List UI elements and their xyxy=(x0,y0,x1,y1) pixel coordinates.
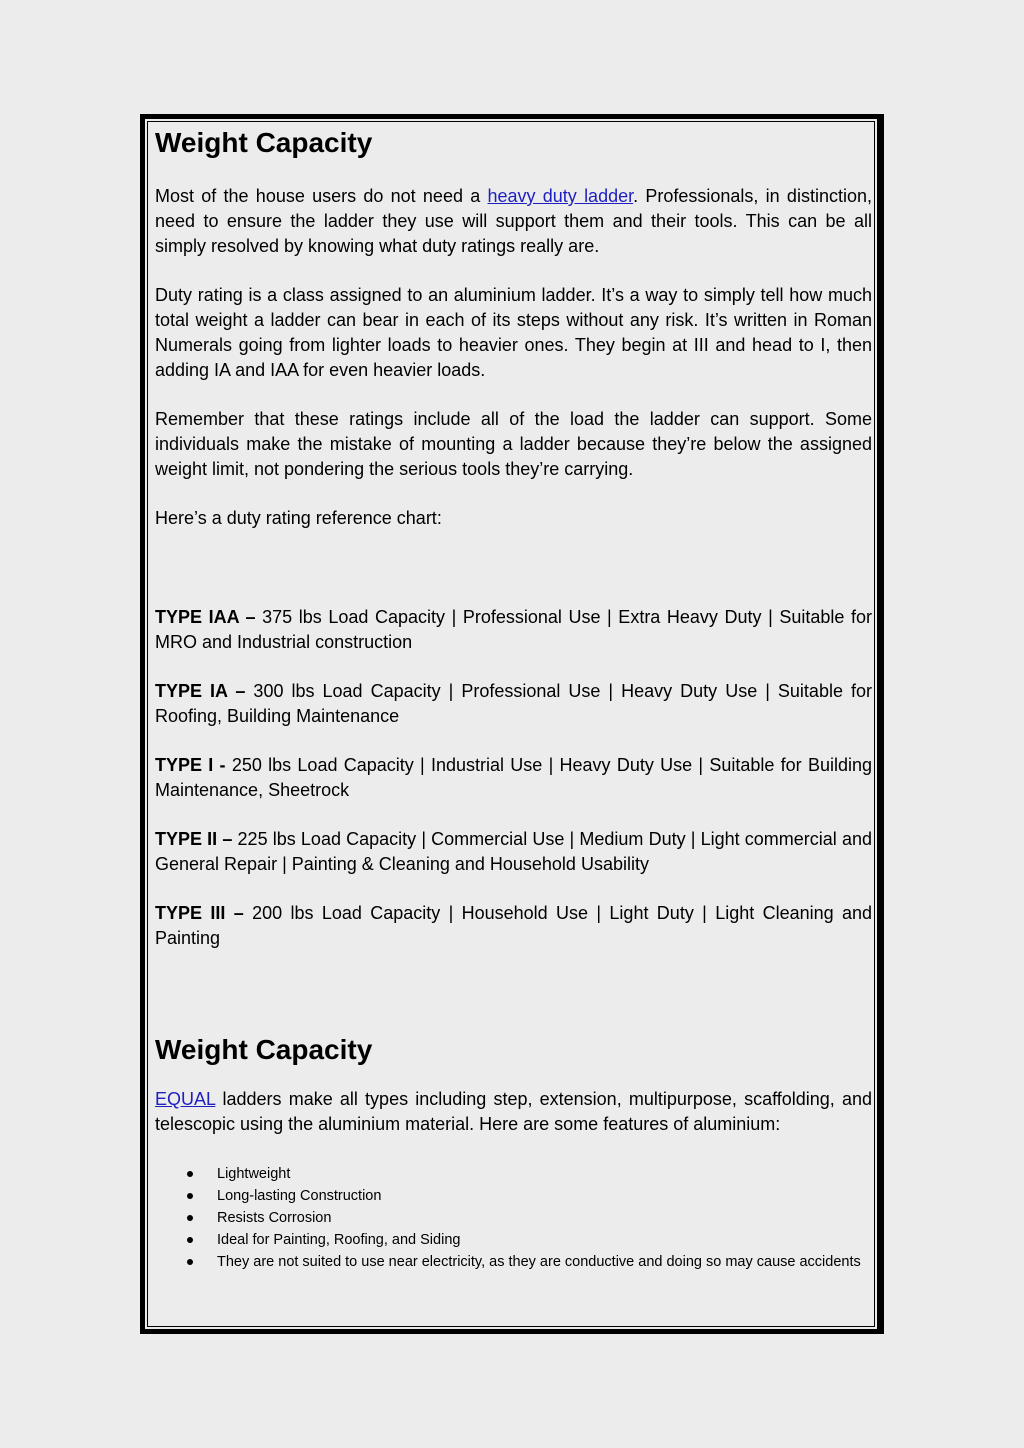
type-i-entry: TYPE I - 250 lbs Load Capacity | Industrial Use | Heavy Duty Use | Suitable for Building Maintenance, Sheetrock xyxy=(155,755,872,800)
type-label: TYPE IAA – xyxy=(155,607,256,627)
section-heading: Weight Capacity xyxy=(155,127,373,158)
list-item: Ideal for Painting, Roofing, and Siding xyxy=(217,1229,872,1251)
type-iii-entry: TYPE III – 200 lbs Load Capacity | Household Use | Light Duty | Light Cleaning and Painting xyxy=(155,903,873,948)
list-item: Resists Corrosion xyxy=(217,1207,872,1229)
type-iaa-entry: TYPE IAA – 375 lbs Load Capacity | Professional Use | Extra Heavy Duty | Suitable for MRO and Industrial construction xyxy=(155,607,872,652)
equal-paragraph: EQUAL ladders make all types including step, extension, multipurpose, scaffolding, and telescopic using the aluminium material. Here are some features of aluminium: xyxy=(155,1089,872,1134)
chart-intro-paragraph: Here’s a duty rating reference chart: xyxy=(155,508,442,528)
list-item: They are not suited to use near electricity, as they are conductive and doing so may cause accidents xyxy=(217,1251,872,1273)
list-item: Long-lasting Construction xyxy=(217,1185,872,1207)
duty-rating-paragraph: Duty rating is a class assigned to an aluminium ladder. It’s a way to simply tell how much total weight a ladder can bear in each of its steps without any risk. It’s written in Roman Numerals going from lighter loads to heavier ones. They begin at III and head to I, then adding IA and IAA for even heavier loads. xyxy=(155,285,872,380)
type-label: TYPE II – xyxy=(155,829,233,849)
type-label: TYPE III – xyxy=(155,903,244,923)
type-label: TYPE IA – xyxy=(155,681,246,701)
section-heading: Weight Capacity xyxy=(155,1034,373,1065)
type-ii-entry: TYPE II – 225 lbs Load Capacity | Commercial Use | Medium Duty | Light commercial and General Repair | Painting & Cleaning and Household Usability xyxy=(155,829,872,874)
document-content xyxy=(155,124,872,1273)
type-label: TYPE I - xyxy=(155,755,226,775)
list-item: Lightweight xyxy=(217,1163,872,1185)
intro-paragraph: Most of the house users do not need a heavy duty ladder. Professionals, in distinction, need to ensure the ladder they use will support them and their tools. This can be all simply resolved by knowing what duty ratings really are. xyxy=(155,186,872,256)
features-list xyxy=(155,1163,872,1273)
ratings-note-paragraph: Remember that these ratings include all of the load the ladder can support. Some individuals make the mistake of mounting a ladder because they’re below the assigned weight limit, not pondering the serious tools they’re carrying. xyxy=(155,409,872,479)
heavy-duty-ladder-link[interactable]: heavy duty ladder xyxy=(487,186,634,206)
type-ia-entry: TYPE IA – 300 lbs Load Capacity | Professional Use | Heavy Duty Use | Suitable for Roofing, Building Maintenance xyxy=(155,681,872,726)
equal-link[interactable]: EQUAL xyxy=(155,1089,216,1109)
